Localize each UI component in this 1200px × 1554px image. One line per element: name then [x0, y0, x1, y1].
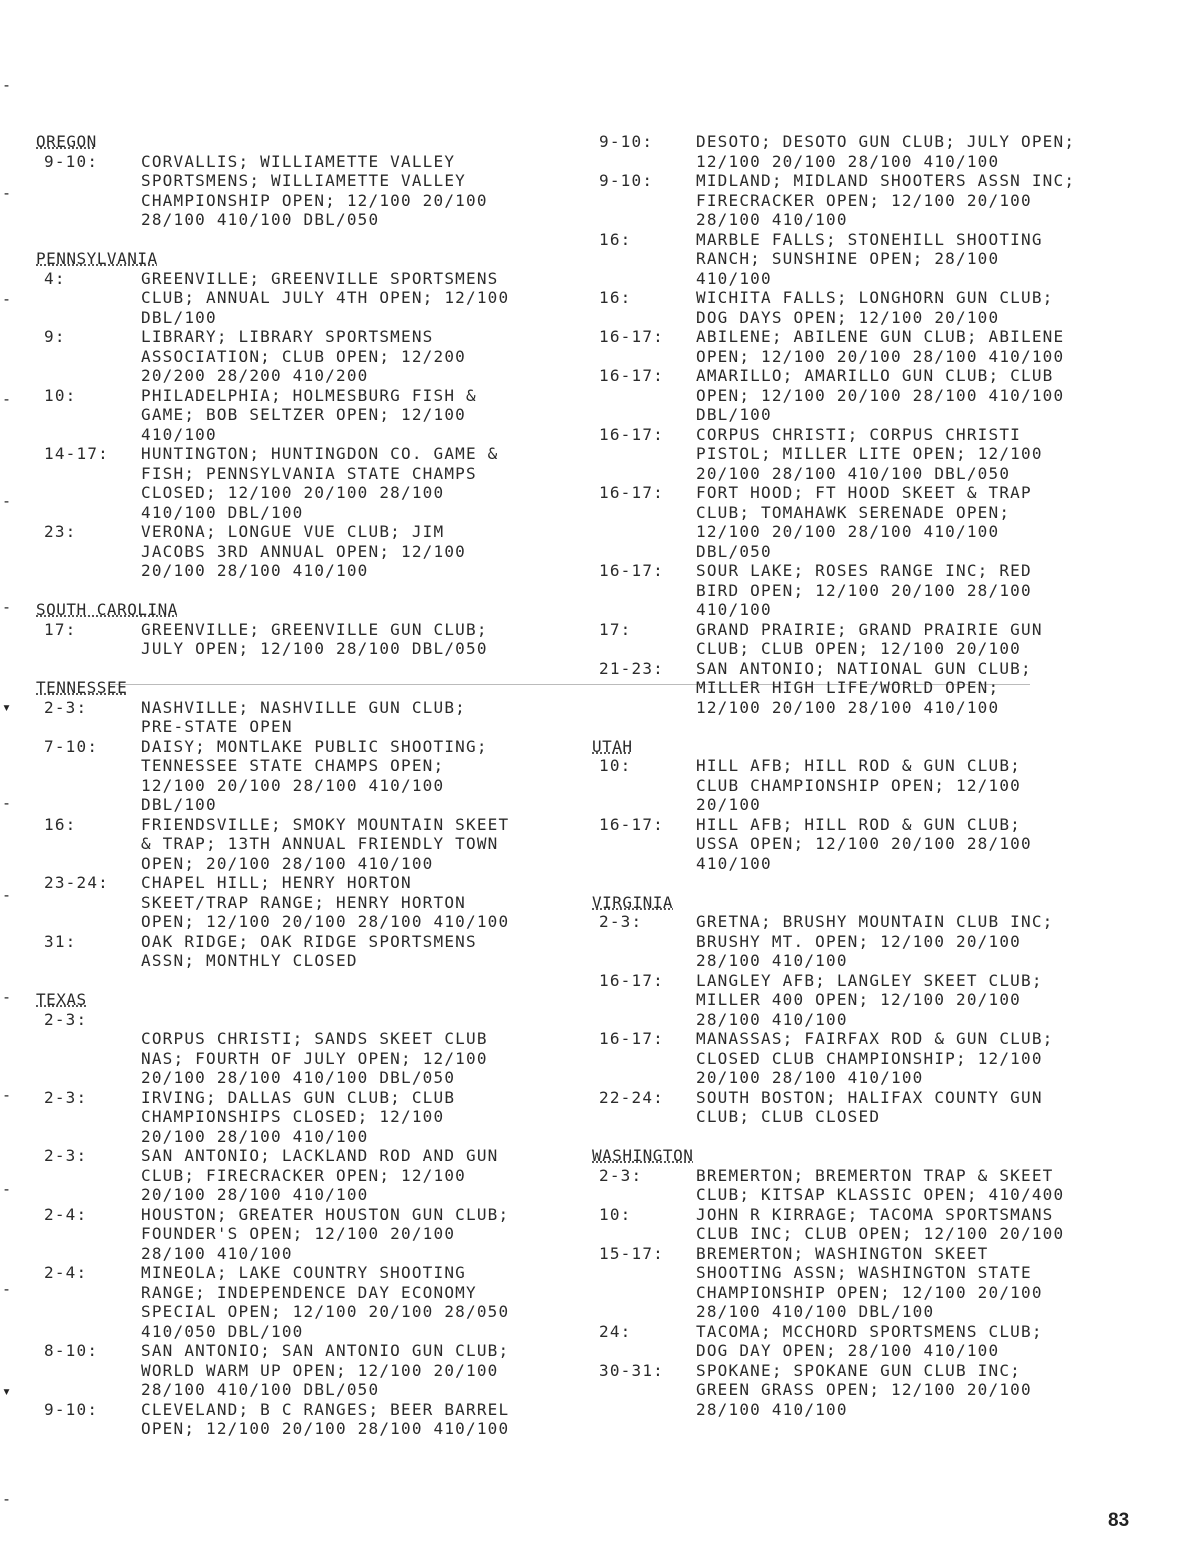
event-date: 2-3:	[599, 1165, 643, 1185]
event-line: SKEET/TRAP RANGE; HENRY HORTON	[141, 892, 466, 912]
event-line: TENNESSEE STATE CHAMPS OPEN;	[141, 756, 445, 775]
event-line: SPORTSMENS; WILLIAMETTE VALLEY	[141, 171, 466, 190]
event-line: BRUSHY MT. OPEN; 12/100 20/100	[696, 931, 1021, 951]
event-date: 9-10:	[599, 171, 654, 190]
event-line: GRETNA; BRUSHY MOUNTAIN CLUB INC;	[696, 912, 1054, 931]
event-line: HOUSTON; GREATER HOUSTON GUN CLUB;	[141, 1204, 510, 1224]
event-line: 410/100	[696, 600, 772, 619]
event-line: RANCH; SUNSHINE OPEN; 28/100	[696, 249, 1000, 268]
event-line: 12/100 20/100 28/100 410/100	[696, 697, 1000, 717]
event-line: 28/100 410/100 DBL/050	[141, 210, 380, 229]
event-entry	[592, 1244, 1152, 1322]
event-line: 28/100 410/100	[696, 951, 848, 970]
event-line: FORT HOOD; FT HOOD SKEET & TRAP	[696, 483, 1032, 502]
event-line: HUNTINGTON; HUNTINGDON CO. GAME &	[141, 444, 499, 463]
event-line: SHOOTING ASSN; WASHINGTON STATE	[696, 1263, 1032, 1282]
event-entry	[592, 425, 1152, 484]
event-entry	[592, 1166, 1152, 1205]
event-date: 16-17:	[599, 561, 664, 580]
event-details	[141, 1146, 566, 1205]
event-entry	[36, 444, 566, 522]
event-line: ABILENE; ABILENE GUN CLUB; ABILENE	[696, 327, 1065, 346]
event-line: DOG DAY OPEN; 28/100 410/100	[696, 1341, 1000, 1360]
event-details	[141, 327, 566, 386]
event-details	[141, 1263, 566, 1341]
event-line: CLUB; CLUB OPEN; 12/100 20/100	[696, 639, 1021, 658]
event-date: 22-24:	[599, 1087, 664, 1107]
event-line: SAN ANTONIO; NATIONAL GUN CLUB;	[696, 658, 1032, 678]
event-entry	[592, 171, 1152, 230]
event-line: 410/100	[141, 424, 217, 444]
event-line: SAN ANTONIO; LACKLAND ROD AND GUN	[141, 1146, 499, 1165]
state-section-continued	[592, 132, 1152, 717]
event-line: 28/100 410/100 DBL/100	[696, 1302, 935, 1321]
event-line: OPEN; 12/100 20/100 28/100 410/100	[696, 346, 1065, 366]
event-line: BREMERTON; BREMERTON TRAP & SKEET	[696, 1165, 1054, 1185]
event-line: MANASSAS; FAIRFAX ROD & GUN CLUB;	[696, 1029, 1054, 1048]
event-date: 16-17:	[599, 970, 664, 990]
event-details	[141, 737, 566, 815]
event-details	[696, 756, 1152, 815]
event-entry	[592, 1088, 1152, 1127]
event-line: VERONA; LONGUE VUE CLUB; JIM	[141, 522, 445, 541]
event-line: FISH; PENNSYLVANIA STATE CHAMPS	[141, 463, 477, 483]
event-line: CLUB INC; CLUB OPEN; 12/100 20/100	[696, 1224, 1065, 1243]
binder-mark: -	[2, 886, 12, 904]
event-details	[141, 1341, 566, 1400]
section-gap	[36, 971, 566, 991]
event-entry	[592, 620, 1152, 659]
event-details	[696, 288, 1152, 327]
event-details	[141, 698, 566, 737]
event-date: 16-17:	[599, 483, 664, 502]
event-line: OPEN; 12/100 20/100 28/100 410/100	[696, 385, 1065, 405]
event-date: 16-17:	[599, 814, 664, 834]
event-line: GREEN GRASS OPEN; 12/100 20/100	[696, 1380, 1032, 1399]
event-date: 31:	[44, 931, 77, 951]
section-gap	[592, 717, 1152, 737]
event-entry	[36, 1146, 566, 1205]
binder-mark: ▾	[2, 1382, 12, 1400]
event-details	[696, 132, 1152, 171]
event-date: 30-31:	[599, 1360, 664, 1380]
event-details	[696, 171, 1152, 230]
event-details	[696, 230, 1152, 289]
event-line: MIDLAND; MIDLAND SHOOTERS ASSN INC;	[696, 171, 1076, 190]
event-line: LANGLEY AFB; LANGLEY SKEET CLUB;	[696, 970, 1043, 990]
event-line: 410/050 DBL/100	[141, 1321, 304, 1341]
event-line: CLOSED; 12/100 20/100 28/100	[141, 483, 445, 502]
event-date: 2-3:	[44, 1146, 88, 1165]
event-line: NASHVILLE; NASHVILLE GUN CLUB;	[141, 697, 466, 717]
event-entry	[36, 269, 566, 328]
section-gap	[592, 873, 1152, 893]
event-line: OAK RIDGE; OAK RIDGE SPORTSMENS	[141, 931, 477, 951]
event-line: HILL AFB; HILL ROD & GUN CLUB;	[696, 756, 1021, 775]
event-details	[696, 1205, 1152, 1244]
state-section-tennessee	[36, 678, 566, 971]
event-line: CLUB; FIRECRACKER OPEN; 12/100	[141, 1165, 466, 1185]
event-line: MILLER HIGH LIFE/WORLD OPEN;	[696, 678, 1000, 697]
event-details	[696, 327, 1152, 366]
binder-mark: -	[2, 1490, 12, 1508]
event-line: BREMERTON; WASHINGTON SKEET	[696, 1243, 989, 1263]
event-date: 9-10:	[599, 132, 654, 151]
event-entry	[592, 327, 1152, 366]
event-line: 20/100 28/100 410/100 DBL/050	[141, 1068, 456, 1087]
event-date: 16:	[44, 814, 77, 834]
event-details	[141, 815, 566, 874]
event-date: 9-10:	[44, 151, 99, 171]
event-date: 2-3:	[44, 1009, 88, 1029]
event-line: 20/100 28/100 410/100	[141, 1185, 369, 1204]
event-entry	[36, 386, 566, 445]
event-line: CLOSED CLUB CHAMPIONSHIP; 12/100	[696, 1048, 1043, 1068]
event-date: 10:	[599, 756, 632, 775]
event-line: 20/100 28/100 410/100	[141, 561, 369, 580]
event-date: 2-4:	[44, 1263, 88, 1282]
event-details	[141, 522, 566, 581]
event-details	[141, 932, 566, 971]
event-details	[696, 815, 1152, 874]
state-heading: UTAH	[592, 736, 633, 756]
event-date: 17:	[44, 619, 77, 639]
event-line: 28/100 410/100	[141, 1243, 293, 1263]
event-line: BIRD OPEN; 12/100 20/100 28/100	[696, 580, 1032, 600]
event-line: 410/100	[696, 268, 772, 288]
event-line: & TRAP; 13TH ANNUAL FRIENDLY TOWN	[141, 834, 499, 853]
section-gap	[36, 659, 566, 679]
event-line: PHILADELPHIA; HOLMESBURG FISH &	[141, 385, 477, 405]
event-details	[696, 971, 1152, 1030]
state-heading: PENNSYLVANIA	[36, 249, 158, 268]
event-entry	[36, 1263, 566, 1341]
binder-mark: ▾	[2, 698, 12, 716]
event-details	[696, 1088, 1152, 1127]
event-entry	[592, 1029, 1152, 1088]
state-section-utah	[592, 737, 1152, 874]
binder-mark: -	[2, 290, 12, 308]
event-entry	[36, 873, 566, 932]
event-line: CLUB; KITSAP KLASSIC OPEN; 410/400	[696, 1185, 1065, 1204]
binder-mark: -	[2, 988, 12, 1006]
event-line: DBL/100	[696, 405, 772, 424]
event-date: 16:	[599, 229, 632, 249]
right-column	[592, 132, 1152, 1419]
event-date: 10:	[599, 1204, 632, 1224]
event-details	[696, 366, 1152, 425]
event-details	[141, 1400, 566, 1439]
event-entry	[592, 815, 1152, 874]
event-line: SPECIAL OPEN; 12/100 20/100 28/050	[141, 1302, 510, 1321]
event-date: 2-3:	[44, 697, 88, 717]
event-entry	[36, 620, 566, 659]
event-date: 15-17:	[599, 1243, 664, 1263]
event-line: 20/100	[696, 795, 761, 814]
event-details	[141, 1010, 566, 1088]
event-line: AMARILLO; AMARILLO GUN CLUB; CLUB	[696, 366, 1054, 385]
event-entry	[592, 288, 1152, 327]
event-line: 20/100 28/100 410/100	[696, 1068, 924, 1087]
event-entry	[592, 912, 1152, 971]
event-date: 16-17:	[599, 327, 664, 346]
event-line: CLUB CHAMPIONSHIP OPEN; 12/100	[696, 775, 1021, 795]
event-details	[696, 483, 1152, 561]
event-line: WICHITA FALLS; LONGHORN GUN CLUB;	[696, 288, 1054, 307]
event-details	[141, 386, 566, 445]
event-line: USSA OPEN; 12/100 20/100 28/100	[696, 834, 1032, 853]
event-date: 21-23:	[599, 658, 664, 678]
event-date: 16-17:	[599, 1029, 664, 1048]
event-line: OPEN; 12/100 20/100 28/100 410/100	[141, 912, 510, 931]
event-details	[696, 912, 1152, 971]
event-line: CHAPEL HILL; HENRY HORTON	[141, 873, 412, 892]
state-section-washington	[592, 1146, 1152, 1419]
event-date: 16-17:	[599, 424, 664, 444]
event-line: RANGE; INDEPENDENCE DAY ECONOMY	[141, 1282, 477, 1302]
event-details	[141, 620, 566, 659]
state-heading: SOUTH CAROLINA	[36, 600, 178, 619]
section-gap	[36, 230, 566, 250]
event-line: PRE-STATE OPEN	[141, 717, 293, 736]
event-entry	[592, 1205, 1152, 1244]
event-entry	[36, 327, 566, 386]
event-line: OPEN; 20/100 28/100 410/100	[141, 853, 434, 873]
state-heading: TENNESSEE	[36, 678, 128, 697]
event-date: 4:	[44, 268, 66, 288]
binder-mark: -	[2, 1280, 12, 1298]
event-entry	[592, 230, 1152, 289]
event-entry	[592, 659, 1152, 718]
event-line: 410/100 DBL/100	[141, 502, 304, 522]
event-details	[141, 152, 566, 230]
event-line: JULY OPEN; 12/100 28/100 DBL/050	[141, 639, 488, 658]
event-line: SOUR LAKE; ROSES RANGE INC; RED	[696, 561, 1032, 580]
event-entry	[36, 1341, 566, 1400]
event-date: 23:	[44, 522, 77, 541]
event-line: FOUNDER'S OPEN; 12/100 20/100	[141, 1224, 456, 1243]
event-line: 12/100 20/100 28/100 410/100	[141, 775, 445, 795]
event-date: 2-3:	[44, 1087, 88, 1107]
event-entry	[592, 1361, 1152, 1420]
event-line: DBL/100	[141, 307, 217, 327]
state-heading: OREGON	[36, 132, 97, 151]
state-heading: WASHINGTON	[592, 1146, 694, 1165]
event-details	[696, 1244, 1152, 1322]
event-line: CLUB; TOMAHAWK SERENADE OPEN;	[696, 502, 1011, 522]
event-date: 2-3:	[599, 912, 643, 931]
event-line: CLUB; CLUB CLOSED	[696, 1107, 881, 1126]
event-line: DOG DAYS OPEN; 12/100 20/100	[696, 307, 1000, 327]
event-line: 12/100 20/100 28/100 410/100	[696, 522, 1000, 541]
state-section-south-carolina	[36, 600, 566, 659]
event-entry	[592, 756, 1152, 815]
event-details	[696, 561, 1152, 620]
event-line: TACOMA; MCCHORD SPORTSMENS CLUB;	[696, 1321, 1043, 1341]
event-date: 7-10:	[44, 736, 99, 756]
event-line: SOUTH BOSTON; HALIFAX COUNTY GUN	[696, 1087, 1043, 1107]
event-entry	[592, 561, 1152, 620]
event-entry	[36, 932, 566, 971]
event-line: DAISY; MONTLAKE PUBLIC SHOOTING;	[141, 736, 488, 756]
left-column	[36, 132, 566, 1439]
state-heading: VIRGINIA	[592, 892, 674, 912]
event-entry	[592, 132, 1152, 171]
state-heading: TEXAS	[36, 990, 87, 1009]
event-entry	[36, 815, 566, 874]
event-details	[696, 1361, 1152, 1420]
state-section-pennsylvania	[36, 249, 566, 581]
event-line	[141, 1010, 566, 1030]
binder-mark: -	[2, 492, 12, 510]
event-line: DBL/050	[696, 541, 772, 561]
event-entry	[592, 366, 1152, 425]
event-date: 24:	[599, 1321, 632, 1341]
event-line: 28/100 410/100	[696, 1009, 848, 1029]
event-line: 28/100 410/100	[696, 1399, 848, 1419]
event-details	[696, 1029, 1152, 1088]
event-details	[141, 1205, 566, 1264]
event-entry	[36, 1088, 566, 1147]
event-entry	[36, 1400, 566, 1439]
event-line: PISTOL; MILLER LITE OPEN; 12/100	[696, 444, 1043, 463]
event-line: 20/100 28/100 410/100	[141, 1126, 369, 1146]
binder-mark: -	[2, 1086, 12, 1104]
event-line: 20/100 28/100 410/100 DBL/050	[696, 463, 1011, 483]
binder-mark: -	[2, 1180, 12, 1198]
event-line: CLUB; ANNUAL JULY 4TH OPEN; 12/100	[141, 288, 510, 307]
event-details	[141, 1088, 566, 1147]
event-line: 12/100 20/100 28/100 410/100	[696, 151, 1000, 171]
event-line: JOHN R KIRRAGE; TACOMA SPORTSMANS	[696, 1204, 1054, 1224]
state-section-texas	[36, 990, 566, 1439]
event-entry	[592, 483, 1152, 561]
binder-mark: -	[2, 184, 12, 202]
state-section-oregon	[36, 132, 566, 230]
event-date: 9:	[44, 327, 66, 346]
event-line: 28/100 410/100 DBL/050	[141, 1380, 380, 1399]
event-line: MINEOLA; LAKE COUNTRY SHOOTING	[141, 1263, 466, 1282]
event-details	[141, 444, 566, 522]
event-details	[696, 1166, 1152, 1205]
event-line: 28/100 410/100	[696, 210, 848, 229]
binder-mark: -	[2, 390, 12, 408]
event-line: IRVING; DALLAS GUN CLUB; CLUB	[141, 1087, 456, 1107]
event-line: GREENVILLE; GREENVILLE GUN CLUB;	[141, 619, 488, 639]
event-entry	[36, 698, 566, 737]
event-entry	[36, 522, 566, 581]
event-line: 410/100	[696, 853, 772, 873]
event-details	[696, 1322, 1152, 1361]
event-entry	[592, 1322, 1152, 1361]
event-line: 20/200 28/200 410/200	[141, 366, 369, 385]
event-line: NAS; FOURTH OF JULY OPEN; 12/100	[141, 1048, 488, 1068]
event-line: LIBRARY; LIBRARY SPORTSMENS	[141, 327, 434, 346]
event-date: 10:	[44, 385, 77, 405]
event-line: JACOBS 3RD ANNUAL OPEN; 12/100	[141, 541, 466, 561]
section-gap	[36, 581, 566, 601]
binder-mark: -	[2, 598, 12, 616]
event-details	[141, 269, 566, 328]
event-line: DBL/100	[141, 795, 217, 814]
event-entry	[36, 1205, 566, 1264]
event-line: WORLD WARM UP OPEN; 12/100 20/100	[141, 1360, 499, 1380]
binder-mark: -	[2, 794, 12, 812]
event-line: MARBLE FALLS; STONEHILL SHOOTING	[696, 229, 1043, 249]
event-line: DESOTO; DESOTO GUN CLUB; JULY OPEN;	[696, 132, 1076, 151]
event-line: CORPUS CHRISTI; CORPUS CHRISTI	[696, 424, 1021, 444]
event-line: OPEN; 12/100 20/100 28/100 410/100	[141, 1419, 510, 1438]
event-date: 17:	[599, 619, 632, 639]
event-details	[696, 659, 1152, 718]
event-line: GAME; BOB SELTZER OPEN; 12/100	[141, 405, 466, 424]
event-date: 16-17:	[599, 366, 664, 385]
event-details	[696, 425, 1152, 484]
event-entry	[592, 971, 1152, 1030]
state-section-virginia	[592, 893, 1152, 1127]
event-line: GRAND PRAIRIE; GRAND PRAIRIE GUN	[696, 619, 1043, 639]
event-date: 2-4:	[44, 1204, 88, 1224]
event-line: FRIENDSVILLE; SMOKY MOUNTAIN SKEET	[141, 814, 510, 834]
event-line: HILL AFB; HILL ROD & GUN CLUB;	[696, 814, 1021, 834]
event-line: CORVALLIS; WILLIAMETTE VALLEY	[141, 151, 456, 171]
event-line: CHAMPIONSHIPS CLOSED; 12/100	[141, 1107, 445, 1126]
event-details	[696, 620, 1152, 659]
event-line: CHAMPIONSHIP OPEN; 12/100 20/100	[696, 1282, 1043, 1302]
event-date: 16:	[599, 288, 632, 307]
event-entry	[36, 737, 566, 815]
event-line: CLEVELAND; B C RANGES; BEER BARREL	[141, 1399, 510, 1419]
event-line: SAN ANTONIO; SAN ANTONIO GUN CLUB;	[141, 1341, 510, 1360]
event-line: CORPUS CHRISTI; SANDS SKEET CLUB	[141, 1029, 488, 1048]
event-line: GREENVILLE; GREENVILLE SPORTSMENS	[141, 268, 499, 288]
event-line: ASSN; MONTHLY CLOSED	[141, 951, 358, 970]
event-entry	[36, 152, 566, 230]
section-gap	[592, 1127, 1152, 1147]
event-date: 9-10:	[44, 1399, 99, 1419]
page-number: 83	[1108, 1510, 1130, 1531]
event-date: 23-24:	[44, 873, 109, 892]
binder-mark: -	[2, 76, 12, 94]
event-date: 14-17:	[44, 444, 109, 463]
event-line: FIRECRACKER OPEN; 12/100 20/100	[696, 190, 1032, 210]
event-entry	[36, 1010, 566, 1088]
event-line: ASSOCIATION; CLUB OPEN; 12/200	[141, 346, 466, 366]
event-line: CHAMPIONSHIP OPEN; 12/100 20/100	[141, 190, 488, 210]
event-date: 8-10:	[44, 1341, 99, 1360]
event-details	[141, 873, 566, 932]
event-line: MILLER 400 OPEN; 12/100 20/100	[696, 990, 1021, 1009]
event-line: SPOKANE; SPOKANE GUN CLUB INC;	[696, 1360, 1021, 1380]
